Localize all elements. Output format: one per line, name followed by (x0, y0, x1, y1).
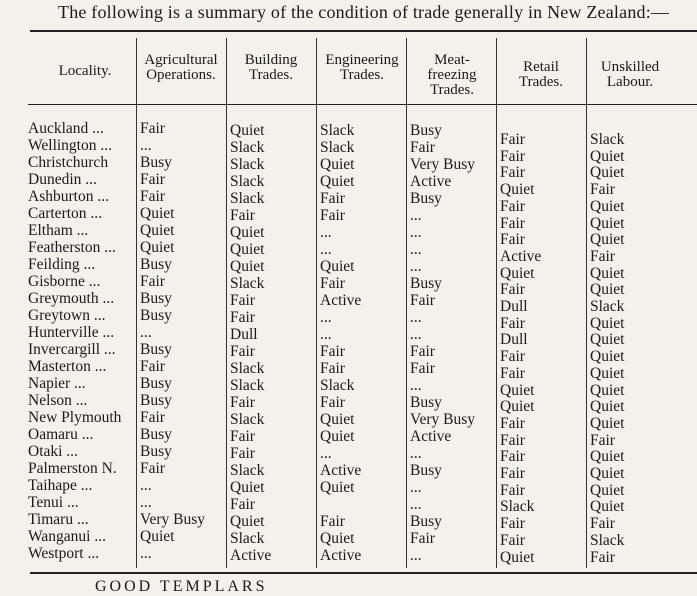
building-cell: Quiet (230, 241, 265, 258)
building-cell: Quiet (230, 224, 265, 241)
unskilled-cell: Quiet (590, 448, 625, 466)
building-cell: Quiet (230, 513, 265, 530)
agricultural-cell: Fair (140, 273, 165, 290)
meat-cell: ... (410, 224, 422, 241)
engineering-cell: Slack (320, 377, 355, 394)
meat-cell: Fair (410, 360, 435, 377)
agricultural-cell: ... (140, 137, 152, 154)
locality-cell: Auckland ... (28, 120, 104, 137)
meat-cell: Busy (410, 513, 442, 530)
agricultural-cell: Busy (140, 290, 172, 307)
agricultural-cell: Quiet (140, 222, 175, 239)
meat-cell: Fair (410, 139, 435, 156)
locality-cell: Ashburton ... (28, 188, 109, 205)
meat-cell: Very Busy (410, 411, 476, 428)
building-cell: Fair (230, 343, 255, 360)
agricultural-cell: Busy (140, 154, 172, 171)
building-cell: Quiet (230, 258, 265, 275)
agricultural-cell: Fair (140, 460, 165, 477)
header-bottom-rule (28, 104, 697, 105)
engineering-cell: ... (320, 326, 332, 343)
meat-cell: Busy (410, 462, 442, 479)
retail-cell: Fair (500, 214, 525, 232)
column-header-agricultural: Agricultural Operations. (144, 52, 218, 83)
engineering-cell: Quiet (320, 530, 355, 547)
meat-cell: ... (410, 479, 422, 496)
retail-cell: Fair (500, 465, 525, 482)
engineering-cell: Fair (320, 394, 345, 411)
agricultural-cell: Very Busy (140, 511, 206, 528)
retail-cell: Slack (500, 498, 535, 516)
building-cell: Fair (230, 394, 255, 411)
building-cell: Slack (230, 360, 265, 377)
agricultural-cell: Busy (140, 307, 172, 324)
meat-cell: Fair (410, 530, 435, 547)
building-cell: Fair (230, 445, 255, 462)
engineering-cell: Quiet (320, 411, 355, 428)
locality-cell: Invercargill ... (28, 341, 116, 358)
column-divider (496, 38, 497, 568)
retail-cell: Fair (500, 364, 525, 382)
retail-cell: Quiet (500, 381, 535, 399)
column-divider (316, 38, 317, 568)
unskilled-cell: Slack (590, 131, 625, 148)
locality-cell: Napier ... (28, 375, 86, 392)
building-cell: Slack (230, 530, 265, 547)
column-divider (406, 38, 407, 568)
building-cell: Slack (230, 173, 265, 190)
building-cell: Quiet (230, 122, 265, 139)
engineering-cell: Active (320, 547, 362, 564)
next-heading-fragment: GOOD TEMPLARS (95, 578, 268, 595)
retail-cell: Dull (500, 298, 528, 315)
locality-cell: Masterton ... (28, 358, 107, 375)
locality-cell: Greytown ... (28, 307, 106, 324)
unskilled-cell: Quiet (590, 498, 625, 516)
building-cell: Slack (230, 462, 265, 479)
retail-cell: Fair (500, 414, 525, 432)
meat-cell: Busy (410, 122, 442, 139)
retail-cell: Quiet (500, 264, 535, 282)
column-header-locality: Locality. (58, 63, 112, 79)
retail-cell: Fair (500, 481, 525, 499)
locality-cell: Gisborne ... (28, 273, 101, 290)
engineering-cell: ... (320, 224, 332, 241)
unskilled-cell: Quiet (590, 414, 625, 432)
unskilled-cell: Quiet (590, 281, 625, 299)
engineering-cell: Fair (320, 343, 345, 360)
locality-cell: Oamaru ... (28, 426, 94, 443)
locality-cell: Hunterville ... (28, 324, 115, 341)
meat-cell: Very Busy (410, 156, 476, 173)
column-header-unskilled: Unskilled Labour. (600, 59, 660, 90)
unskilled-cell: Fair (590, 247, 615, 265)
engineering-cell: Quiet (320, 479, 355, 496)
retail-cell: Fair (500, 197, 525, 215)
locality-cell: Dunedin ... (28, 171, 97, 188)
unskilled-cell: Quiet (590, 331, 625, 349)
locality-cell: Wellington ... (28, 137, 112, 154)
agricultural-cell: Quiet (140, 528, 175, 545)
retail-cell: Fair (500, 431, 525, 449)
building-cell: Quiet (230, 479, 265, 496)
unskilled-cell: Quiet (590, 398, 625, 416)
unskilled-cell: Quiet (590, 214, 625, 232)
unskilled-cell: Quiet (590, 264, 625, 282)
agricultural-cell: Busy (140, 375, 172, 392)
retail-cell: Fair (500, 348, 525, 366)
unskilled-cell: Slack (590, 298, 625, 315)
locality-cell: New Plymouth (28, 409, 122, 426)
unskilled-cell: Fair (590, 181, 615, 199)
unskilled-cell: Quiet (590, 147, 625, 165)
column-divider (136, 38, 137, 568)
engineering-cell: Quiet (320, 258, 355, 275)
meat-cell: ... (410, 241, 422, 258)
engineering-cell: ... (320, 241, 332, 258)
building-cell: Dull (230, 326, 258, 343)
building-cell: Slack (230, 139, 265, 156)
agricultural-cell: Busy (140, 256, 172, 273)
locality-cell: Eltham ... (28, 222, 89, 239)
meat-cell: ... (410, 258, 422, 275)
unskilled-cell: Quiet (590, 481, 625, 499)
unskilled-cell: Quiet (590, 465, 625, 482)
unskilled-cell: Quiet (590, 314, 625, 332)
unskilled-cell: Slack (590, 531, 625, 549)
agricultural-cell: Fair (140, 171, 165, 188)
building-cell: Fair (230, 428, 255, 445)
retail-cell: Fair (500, 448, 525, 466)
retail-cell: Quiet (500, 548, 535, 566)
engineering-cell: Fair (320, 190, 345, 207)
building-cell: Fair (230, 309, 255, 326)
header-top-rule (30, 30, 697, 32)
building-cell: Slack (230, 275, 265, 292)
meat-cell: ... (410, 377, 422, 394)
column-header-retail: Retail Trades. (518, 59, 564, 90)
building-cell: Fair (230, 207, 255, 224)
meat-cell: Active (410, 173, 452, 190)
unskilled-cell: Fair (590, 548, 615, 566)
unskilled-cell: Fair (590, 515, 615, 533)
column-divider (226, 38, 227, 568)
building-cell: Slack (230, 190, 265, 207)
retail-cell: Fair (500, 231, 525, 249)
meat-cell: Fair (410, 292, 435, 309)
agricultural-cell: Quiet (140, 239, 175, 256)
column-header-building: Building Trades. (244, 52, 298, 83)
meat-cell: Busy (410, 275, 442, 292)
engineering-cell: Active (320, 292, 362, 309)
building-cell: Slack (230, 377, 265, 394)
agricultural-cell: ... (140, 494, 152, 511)
locality-cell: Greymouth ... (28, 290, 115, 307)
agricultural-cell: Busy (140, 443, 172, 460)
agricultural-cell: ... (140, 324, 152, 341)
locality-cell: Palmerston N. (28, 460, 117, 477)
meat-cell: ... (410, 445, 422, 462)
retail-cell: Fair (500, 164, 525, 182)
engineering-cell: ... (320, 445, 332, 462)
locality-cell: Westport ... (28, 545, 100, 562)
unskilled-cell: Quiet (590, 364, 625, 382)
agricultural-cell: Fair (140, 358, 165, 375)
engineering-cell: Active (320, 462, 362, 479)
engineering-cell: Slack (320, 122, 355, 139)
agricultural-cell: Busy (140, 392, 172, 409)
retail-cell: Dull (500, 331, 528, 349)
agricultural-cell: ... (140, 477, 152, 494)
engineering-cell: Fair (320, 513, 345, 530)
building-cell: Fair (230, 292, 255, 309)
locality-cell: Feilding ... (28, 256, 96, 273)
meat-cell: Active (410, 428, 452, 445)
retail-cell: Quiet (500, 181, 535, 199)
column-header-meat: Meat-freezing Trades. (427, 52, 477, 98)
unskilled-cell: Quiet (590, 348, 625, 366)
locality-cell: Nelson ... (28, 392, 88, 409)
unskilled-cell: Fair (590, 431, 615, 449)
engineering-cell: Fair (320, 360, 345, 377)
locality-cell: Otaki ... (28, 443, 78, 460)
unskilled-cell: Quiet (590, 231, 625, 249)
meat-cell: Busy (410, 190, 442, 207)
locality-cell: Carterton ... (28, 205, 103, 222)
locality-cell: Taihape ... (28, 477, 93, 494)
agricultural-cell: ... (140, 545, 152, 562)
building-cell: Fair (230, 496, 255, 513)
building-cell: Active (230, 547, 272, 564)
table-bottom-rule (30, 572, 697, 574)
retail-cell: Fair (500, 131, 525, 148)
meat-cell: ... (410, 326, 422, 343)
retail-cell: Fair (500, 531, 525, 549)
engineering-cell: Slack (320, 139, 355, 156)
locality-cell: Wanganui ... (28, 528, 106, 545)
engineering-cell: Quiet (320, 428, 355, 445)
agricultural-cell: Fair (140, 188, 165, 205)
meat-cell: ... (410, 309, 422, 326)
retail-cell: Fair (500, 515, 525, 533)
meat-cell: ... (410, 496, 422, 513)
unskilled-cell: Quiet (590, 164, 625, 182)
locality-cell: Christchurch (28, 154, 109, 171)
locality-cell: Tenui ... (28, 494, 79, 511)
unskilled-cell: Quiet (590, 381, 625, 399)
engineering-cell: Quiet (320, 156, 355, 173)
meat-cell: ... (410, 547, 422, 564)
intro-text: The following is a summary of the condition of trade generally in New Zealand:— (58, 2, 670, 22)
retail-cell: Fair (500, 281, 525, 299)
unskilled-cell: Quiet (590, 197, 625, 215)
retail-cell: Fair (500, 314, 525, 332)
agricultural-cell: Busy (140, 341, 172, 358)
meat-cell: ... (410, 207, 422, 224)
column-divider (586, 38, 587, 568)
agricultural-cell: Fair (140, 120, 165, 137)
meat-cell: Fair (410, 343, 435, 360)
building-cell: Slack (230, 156, 265, 173)
agricultural-cell: Busy (140, 426, 172, 443)
retail-cell: Active (500, 247, 542, 265)
retail-cell: Quiet (500, 398, 535, 416)
engineering-cell: Quiet (320, 173, 355, 190)
engineering-cell: Fair (320, 207, 345, 224)
column-header-engineering: Engineering Trades. (325, 52, 399, 83)
building-cell: Slack (230, 411, 265, 428)
retail-cell: Fair (500, 147, 525, 165)
engineering-cell: ... (320, 309, 332, 326)
locality-cell: Timaru ... (28, 511, 89, 528)
agricultural-cell: Fair (140, 409, 165, 426)
meat-cell: Busy (410, 394, 442, 411)
locality-cell: Featherston ... (28, 239, 116, 256)
engineering-cell: Fair (320, 275, 345, 292)
agricultural-cell: Quiet (140, 205, 175, 222)
